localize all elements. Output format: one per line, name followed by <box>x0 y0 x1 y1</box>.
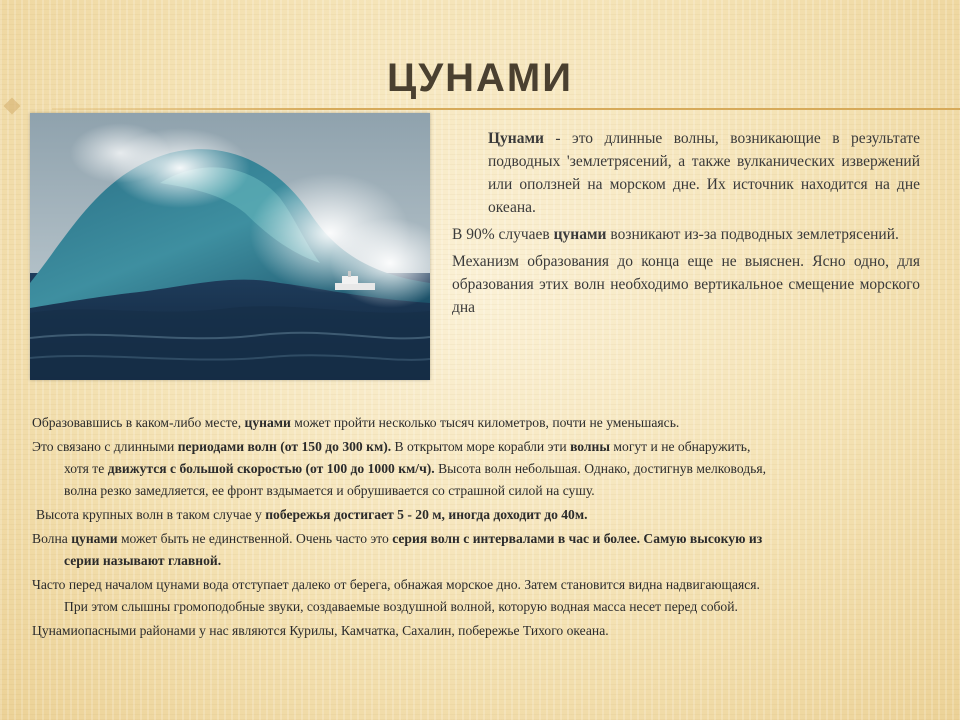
regions-paragraph: Цунамиопасными районами у нас являются Курилы, Камчатка, Сахалин, побережье Тихого океана. <box>32 623 609 638</box>
tsunami-wave-photo <box>30 113 430 380</box>
page-title: ЦУНАМИ <box>387 56 573 100</box>
details-text <box>32 412 932 644</box>
definition-text <box>452 127 920 323</box>
definition-paragraph: Цунами - это длинные волны, возникающие в результате подводных 'землетрясений, а также вулканических извержений или оползней на морском дне. Их источник находится на дне океана. <box>488 130 920 216</box>
recede-paragraph: Часто перед началом цунами вода отступает далеко от берега, обнажая морское дно. Затем становится видна надвигающаяся. При этом слышны громоподобные звуки, создаваемые воздушной волной, которую водная масса несет перед собой. <box>32 577 760 614</box>
title-underline <box>52 108 960 110</box>
mechanism-paragraph: Механизм образования до конца еще не выяснен. Ясно одно, для образования этих волн необходимо вертикальное смещение морского дна <box>452 253 920 316</box>
height-paragraph: Высота крупных волн в таком случае у побережья достигает 5 - 20 м, иногда доходит до 40м. <box>36 507 588 522</box>
series-paragraph: Волна цунами может быть не единственной. Очень часто это серия волн с интервалами в час и более. Самую высокую из серии называют главной. <box>32 531 763 568</box>
distance-paragraph: Образовавшись в каком-либо месте, цунами может пройти несколько тысяч километров, почти не уменьшаясь. <box>32 415 680 430</box>
statistics-paragraph: В 90% случаев цунами возникают из-за подводных землетрясений. <box>452 226 899 243</box>
period-paragraph: Это связано с длинными периодами волн (от 150 до 300 км). В открытом море корабли эти волны могут и не обнаружить, хотя те движутся с большой скоростью (от 100 до 1000 км/ч). Высота волн небольшая. Однако, достигнув мелководья, волна резко замедляется, ее фронт вздымается и обрушивается со страшной силой на сушу. <box>32 439 766 498</box>
term-bold: Цунами <box>488 130 544 147</box>
